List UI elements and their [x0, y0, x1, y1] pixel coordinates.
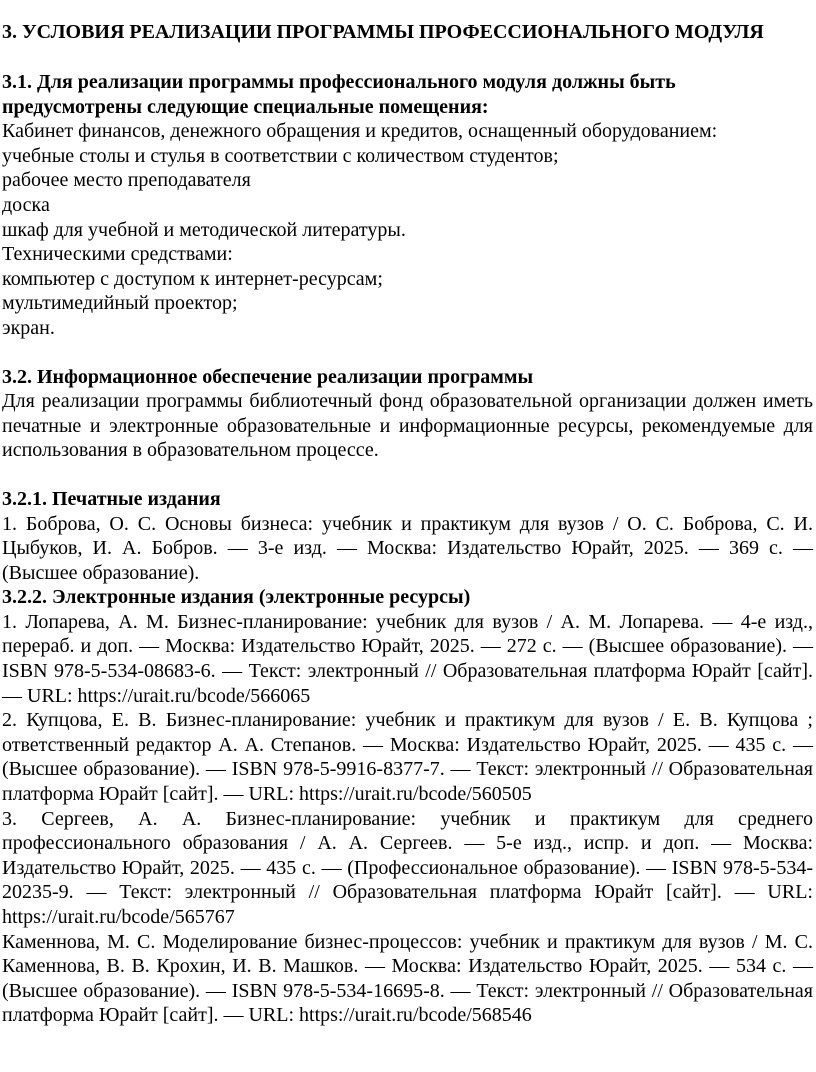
electronic-reference: Каменнова, М. С. Моделирование бизнес-процессов: учебник и практикум для вузов / М. С. Каменнова, В. В. Крохин, И. В. Машков. — Москва: Издательство Юрайт, 2025. — 534 с. — (Высшее образование). — ISBN 978-5-534-16695-8. — Текст: электронный // Образовательная платформа Юрайт [сайт]. — URL: https://urait.ru/bcode/568546: [2, 930, 813, 1027]
section-3-2-paragraph: Для реализации программы библиотечный фонд образовательной организации должен иметь печатные и электронные образовательные и информационные ресурсы, рекомендуемые для использования в образовательном процессе.: [2, 390, 813, 462]
section-3-2-2-heading: 3.2.2. Электронные издания (электронные ресурсы): [2, 586, 471, 609]
equipment-line: шкаф для учебной и методической литературы.: [2, 218, 406, 241]
section-3-2-heading: 3.2. Информационное обеспечение реализации программы: [2, 365, 534, 388]
equipment-line: учебные столы и стулья в соответствии с количеством студентов;: [2, 144, 559, 167]
spacer: [2, 463, 813, 487]
electronic-reference: 2. Купцова, Е. В. Бизнес-планирование: учебник и практикум для вузов / Е. В. Купцова ; ответственный редактор А. А. Степанов. — Москва: Издательство Юрайт, 2025. — 435 с. — (Высшее образование). — ISBN 978-5-9916-8377-7. — Текст: электронный // Образовательная платформа Юрайт [сайт]. — URL: https://urait.ru/bcode/560505: [2, 709, 813, 806]
printed-reference: 1. Боброва, О. С. Основы бизнеса: учебник и практикум для вузов / О. С. Боброва, С. И. Цыбуков, И. А. Бобров. — 3-е изд. — Москва: Издательство Юрайт, 2025. — 369 с. — (Высшее образование).: [2, 512, 813, 584]
electronic-reference: 1. Лопарева, А. М. Бизнес-планирование: учебник для вузов / А. М. Лопарева. — 4-е изд., перераб. и доп. — Москва: Издательство Юрайт, 2025. — 272 с. — (Высшее образование). — ISBN 978-5-534-08683-6. — Текст: электронный // Образовательная платформа Юрайт [сайт]. — URL: https://urait.ru/bcode/566065: [2, 610, 813, 707]
equipment-line: компьютер с доступом к интернет-ресурсам;: [2, 267, 383, 290]
equipment-line: Техническими средствами:: [2, 243, 233, 266]
section-3-1-heading: 3.1. Для реализации программы профессионального модуля должны быть предусмотрены следующие специальные помещения:: [2, 71, 676, 118]
spacer: [2, 341, 813, 365]
equipment-line: Кабинет финансов, денежного обращения и кредитов, оснащенный оборудованием:: [2, 120, 718, 143]
section-3-2-1-heading: 3.2.1. Печатные издания: [2, 487, 221, 510]
equipment-line: доска: [2, 193, 50, 216]
page-title: 3. УСЛОВИЯ РЕАЛИЗАЦИИ ПРОГРАММЫ ПРОФЕССИОНАЛЬНОГО МОДУЛЯ: [2, 21, 764, 43]
electronic-reference: 3. Сергеев, А. А. Бизнес-планирование: учебник и практикум для среднего профессионального образования / А. А. Сергеев. — 5-е изд., испр. и доп. — Москва: Издательство Юрайт, 2025. — 435 с. — (Профессиональное образование). — ISBN 978-5-534-20235-9. — Текст: электронный // Образовательная платформа Юрайт [сайт]. — URL: https://urait.ru/bcode/565767: [2, 807, 813, 928]
equipment-line: мультимедийный проектор;: [2, 292, 238, 315]
equipment-line: экран.: [2, 316, 55, 339]
equipment-line: рабочее место преподавателя: [2, 169, 251, 192]
